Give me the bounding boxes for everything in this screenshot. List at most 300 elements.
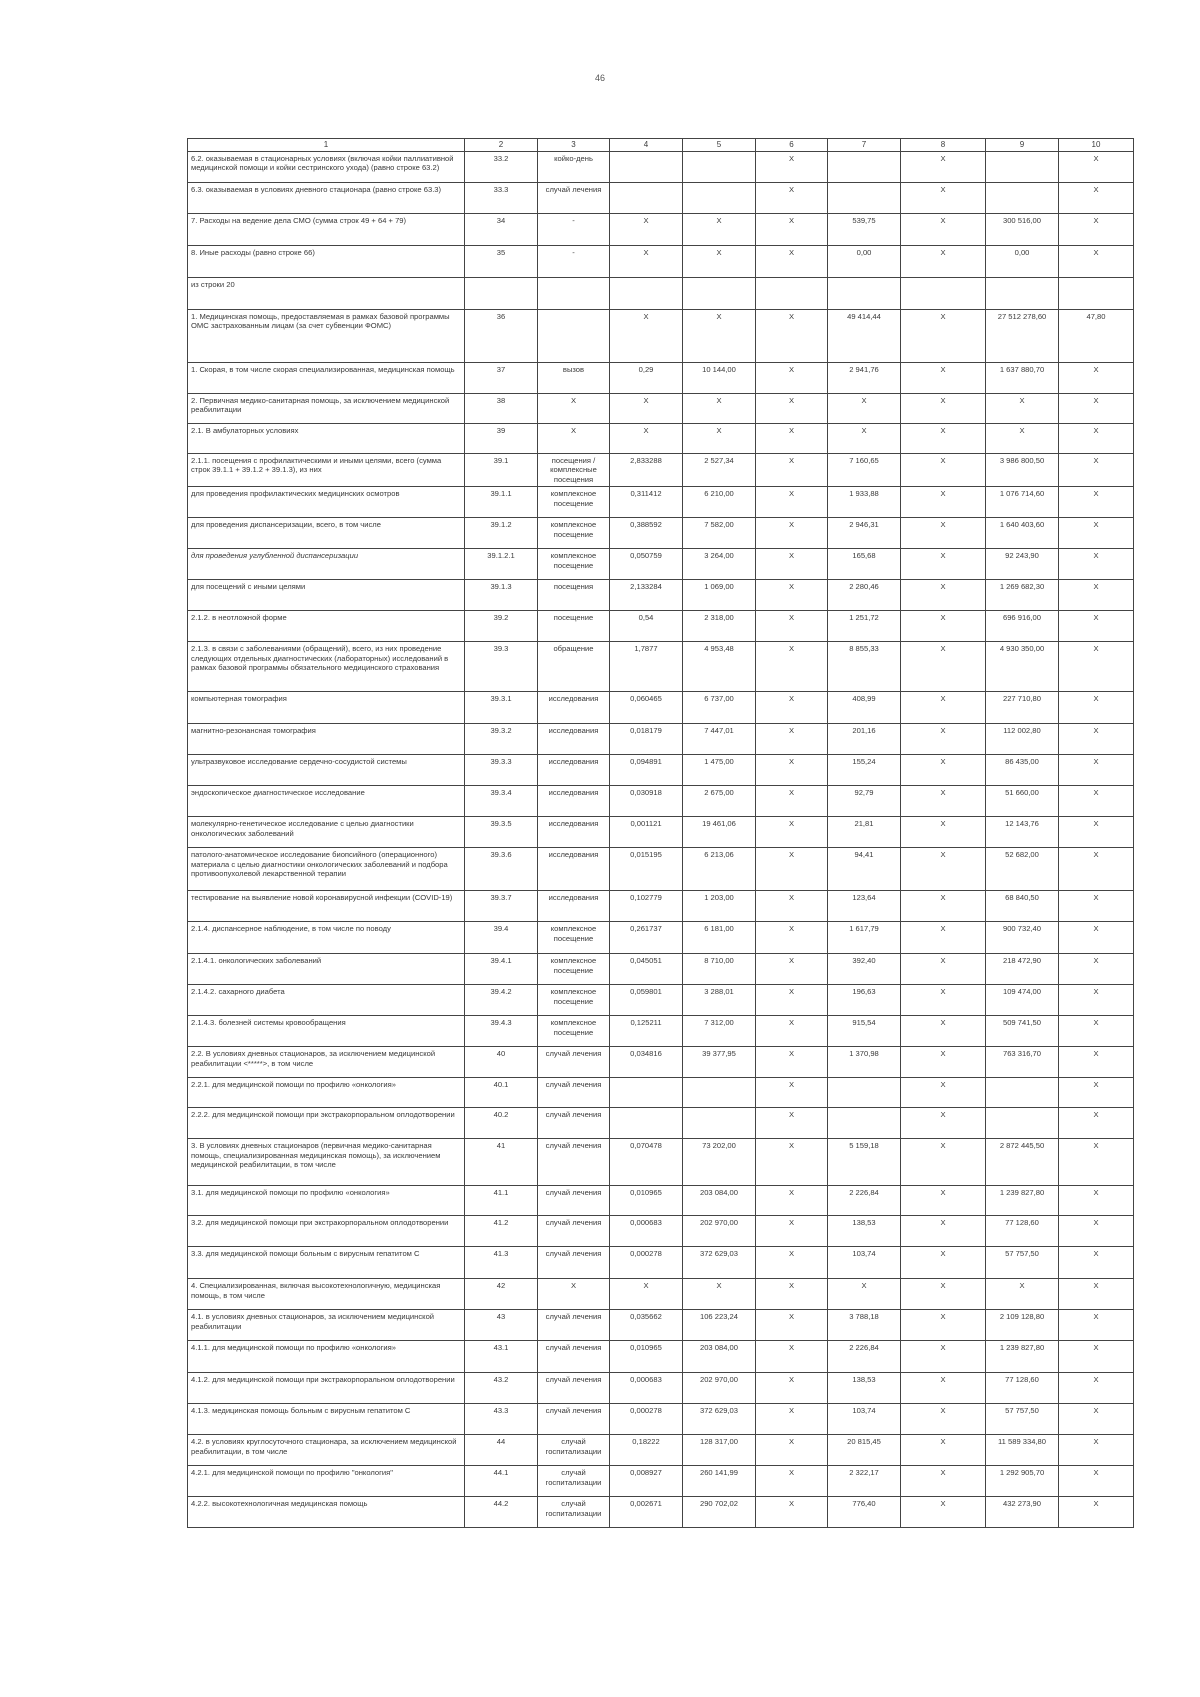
value-cell: 408,99 (828, 692, 901, 724)
row-code-cell: 44.1 (465, 1466, 538, 1497)
row-code-cell: 39.1.2.1 (465, 549, 538, 580)
row-code-cell: 39.1.3 (465, 580, 538, 611)
value-cell: Х (756, 692, 828, 724)
value-cell: 77 128,60 (986, 1373, 1059, 1404)
page-number: 46 (594, 73, 605, 83)
value-cell: Х (1059, 1435, 1134, 1466)
table-body (188, 152, 1134, 1528)
value-cell: Х (901, 394, 986, 424)
value-cell (828, 1108, 901, 1139)
value-cell: Х (610, 246, 683, 278)
value-cell: Х (756, 817, 828, 848)
table-row (188, 1279, 1134, 1310)
row-name-cell: патолого-анатомическое исследование биопсийного (операционного) материала с целью диагностики онкологических заболеваний и подбора противоопухолевой лекарственной терапии (188, 848, 465, 891)
value-cell: 1,7877 (610, 642, 683, 692)
column-header: 2 (465, 139, 538, 152)
table-row (188, 152, 1134, 183)
row-code-cell: 41.2 (465, 1216, 538, 1247)
value-cell: 2 527,34 (683, 454, 756, 487)
value-cell: Х (756, 183, 828, 214)
value-cell: Х (901, 310, 986, 363)
table-row (188, 642, 1134, 692)
value-cell: 2,133284 (610, 580, 683, 611)
value-cell: Х (901, 1435, 986, 1466)
value-cell: Х (756, 1466, 828, 1497)
value-cell: 6 213,06 (683, 848, 756, 891)
value-cell (610, 278, 683, 310)
value-cell: Х (901, 1186, 986, 1216)
value-cell: 202 970,00 (683, 1216, 756, 1247)
value-cell: Х (756, 246, 828, 278)
row-code-cell: 39.3.7 (465, 891, 538, 922)
unit-cell: исследования (538, 817, 610, 848)
row-name-cell: 4.2.1. для медицинской помощи по профилю "онкология" (188, 1466, 465, 1497)
unit-cell (538, 310, 610, 363)
value-cell: Х (756, 394, 828, 424)
row-name-cell: для проведения углубленной диспансеризации (188, 549, 465, 580)
row-name-cell: 7. Расходы на ведение дела СМО (сумма строк 49 + 64 + 79) (188, 214, 465, 246)
unit-cell: случай лечения (538, 1310, 610, 1341)
unit-cell: Х (538, 394, 610, 424)
value-cell: 0,034816 (610, 1047, 683, 1078)
table-row (188, 724, 1134, 755)
row-name-cell: молекулярно-генетическое исследование с целью диагностики онкологических заболеваний (188, 817, 465, 848)
unit-cell: исследования (538, 755, 610, 786)
value-cell: 0,388592 (610, 518, 683, 549)
value-cell: 52 682,00 (986, 848, 1059, 891)
value-cell: Х (1059, 1341, 1134, 1373)
table-row (188, 1466, 1134, 1497)
value-cell: 94,41 (828, 848, 901, 891)
table-row (188, 1047, 1134, 1078)
row-name-cell: 2.1.2. в неотложной форме (188, 611, 465, 642)
value-cell: 0,102779 (610, 891, 683, 922)
value-cell: Х (683, 394, 756, 424)
value-cell: Х (1059, 487, 1134, 518)
value-cell: Х (1059, 1466, 1134, 1497)
value-cell: 0,000683 (610, 1216, 683, 1247)
value-cell: Х (756, 1108, 828, 1139)
row-name-cell: 1. Медицинская помощь, предоставляемая в рамках базовой программы ОМС застрахованным лицам (за счет субвенции ФОМС) (188, 310, 465, 363)
value-cell: Х (756, 1435, 828, 1466)
value-cell: 92,79 (828, 786, 901, 817)
value-cell: 0,035662 (610, 1310, 683, 1341)
value-cell: Х (1059, 1247, 1134, 1279)
value-cell: Х (756, 985, 828, 1016)
row-code-cell: 39.2 (465, 611, 538, 642)
value-cell: 49 414,44 (828, 310, 901, 363)
value-cell: Х (756, 755, 828, 786)
value-cell: 0,015195 (610, 848, 683, 891)
value-cell: 0,008927 (610, 1466, 683, 1497)
unit-cell: посещение (538, 611, 610, 642)
value-cell: Х (901, 922, 986, 954)
value-cell: Х (901, 1108, 986, 1139)
value-cell: 3 288,01 (683, 985, 756, 1016)
row-code-cell: 39.3.6 (465, 848, 538, 891)
row-name-cell: эндоскопическое диагностическое исследование (188, 786, 465, 817)
value-cell: Х (1059, 954, 1134, 985)
value-cell: Х (901, 1466, 986, 1497)
table-row (188, 1341, 1134, 1373)
value-cell: 3 264,00 (683, 549, 756, 580)
unit-cell: случай лечения (538, 1216, 610, 1247)
value-cell: Х (756, 454, 828, 487)
value-cell: 4 930 350,00 (986, 642, 1059, 692)
value-cell: Х (756, 1310, 828, 1341)
value-cell: 0,010965 (610, 1186, 683, 1216)
unit-cell: случай лечения (538, 1078, 610, 1108)
value-cell: Х (1059, 1216, 1134, 1247)
value-cell: 915,54 (828, 1016, 901, 1047)
value-cell: Х (901, 1247, 986, 1279)
table-row (188, 1373, 1134, 1404)
unit-cell: - (538, 246, 610, 278)
row-name-cell: 4. Специализированная, включая высокотехнологичную, медицинская помощь, в том числе (188, 1279, 465, 1310)
value-cell: 0,54 (610, 611, 683, 642)
row-name-cell: 2.1.4.1. онкологических заболеваний (188, 954, 465, 985)
value-cell: 0,018179 (610, 724, 683, 755)
unit-cell: обращение (538, 642, 610, 692)
value-cell: Х (901, 454, 986, 487)
value-cell: 106 223,24 (683, 1310, 756, 1341)
value-cell: 509 741,50 (986, 1016, 1059, 1047)
row-code-cell: 33.3 (465, 183, 538, 214)
value-cell: 11 589 334,80 (986, 1435, 1059, 1466)
table-row (188, 580, 1134, 611)
column-header: 5 (683, 139, 756, 152)
value-cell: Х (756, 642, 828, 692)
value-cell: 5 159,18 (828, 1139, 901, 1186)
row-name-cell: 6.3. оказываемая в условиях дневного стационара (равно строке 63.3) (188, 183, 465, 214)
value-cell: Х (756, 891, 828, 922)
value-cell (828, 152, 901, 183)
row-code-cell: 39.3.5 (465, 817, 538, 848)
row-name-cell: 3.1. для медицинской помощи по профилю «онкология» (188, 1186, 465, 1216)
value-cell: Х (901, 1497, 986, 1528)
value-cell: Х (1059, 1404, 1134, 1435)
value-cell: 68 840,50 (986, 891, 1059, 922)
value-cell: Х (901, 817, 986, 848)
value-cell: Х (901, 786, 986, 817)
unit-cell: комплексное посещение (538, 985, 610, 1016)
column-header: 1 (188, 139, 465, 152)
unit-cell: исследования (538, 692, 610, 724)
value-cell (986, 152, 1059, 183)
value-cell: Х (683, 246, 756, 278)
table-row (188, 487, 1134, 518)
row-name-cell: 4.1.2. для медицинской помощи при экстракорпоральном оплодотворении (188, 1373, 465, 1404)
value-cell: Х (756, 1139, 828, 1186)
value-cell: 1 370,98 (828, 1047, 901, 1078)
value-cell (610, 1078, 683, 1108)
row-code-cell: 39.4 (465, 922, 538, 954)
value-cell (986, 183, 1059, 214)
value-cell: Х (901, 580, 986, 611)
value-cell: Х (1059, 1279, 1134, 1310)
unit-cell: комплексное посещение (538, 1016, 610, 1047)
value-cell: Х (610, 424, 683, 454)
value-cell (828, 1078, 901, 1108)
value-cell: Х (1059, 786, 1134, 817)
value-cell: 73 202,00 (683, 1139, 756, 1186)
row-code-cell: 39 (465, 424, 538, 454)
value-cell: 51 660,00 (986, 786, 1059, 817)
table-row (188, 246, 1134, 278)
unit-cell: комплексное посещение (538, 487, 610, 518)
unit-cell: случай лечения (538, 1139, 610, 1186)
row-name-cell: 2.2.1. для медицинской помощи по профилю «онкология» (188, 1078, 465, 1108)
value-cell: 7 447,01 (683, 724, 756, 755)
table-row (188, 363, 1134, 394)
value-cell: 10 144,00 (683, 363, 756, 394)
value-cell: 155,24 (828, 755, 901, 786)
table-row (188, 1186, 1134, 1216)
unit-cell: случай лечения (538, 1108, 610, 1139)
value-cell: 165,68 (828, 549, 901, 580)
value-cell: Х (1059, 891, 1134, 922)
row-code-cell: 37 (465, 363, 538, 394)
value-cell (683, 152, 756, 183)
value-cell: 138,53 (828, 1216, 901, 1247)
value-cell: 539,75 (828, 214, 901, 246)
unit-cell (538, 278, 610, 310)
table-row (188, 1310, 1134, 1341)
value-cell (986, 1078, 1059, 1108)
value-cell: 196,63 (828, 985, 901, 1016)
row-name-cell: для проведения диспансеризации, всего, в том числе (188, 518, 465, 549)
value-cell: 203 084,00 (683, 1186, 756, 1216)
value-cell: Х (901, 363, 986, 394)
value-cell: 0,059801 (610, 985, 683, 1016)
column-header: 8 (901, 139, 986, 152)
value-cell: Х (756, 848, 828, 891)
value-cell: Х (756, 1404, 828, 1435)
value-cell: Х (1059, 580, 1134, 611)
row-name-cell: 8. Иные расходы (равно строке 66) (188, 246, 465, 278)
table-row (188, 848, 1134, 891)
value-cell: 128 317,00 (683, 1435, 756, 1466)
table-row (188, 518, 1134, 549)
value-cell: Х (756, 1247, 828, 1279)
value-cell: Х (756, 1047, 828, 1078)
value-cell: Х (828, 1279, 901, 1310)
table-row (188, 1497, 1134, 1528)
value-cell: Х (901, 848, 986, 891)
row-code-cell: 33.2 (465, 152, 538, 183)
value-cell: 0,261737 (610, 922, 683, 954)
unit-cell: комплексное посещение (538, 954, 610, 985)
value-cell: 3 986 800,50 (986, 454, 1059, 487)
row-code-cell: 43.1 (465, 1341, 538, 1373)
value-cell: 300 516,00 (986, 214, 1059, 246)
value-cell: 0,311412 (610, 487, 683, 518)
table-row (188, 454, 1134, 487)
row-code-cell: 34 (465, 214, 538, 246)
value-cell (683, 1108, 756, 1139)
value-cell: Х (901, 1216, 986, 1247)
value-cell: Х (901, 487, 986, 518)
value-cell: Х (901, 755, 986, 786)
value-cell: 103,74 (828, 1404, 901, 1435)
value-cell: 372 629,03 (683, 1404, 756, 1435)
row-code-cell: 41 (465, 1139, 538, 1186)
row-code-cell: 39.3 (465, 642, 538, 692)
row-code-cell: 38 (465, 394, 538, 424)
row-code-cell: 35 (465, 246, 538, 278)
value-cell: Х (756, 724, 828, 755)
row-code-cell: 36 (465, 310, 538, 363)
value-cell: Х (610, 1279, 683, 1310)
unit-cell: комплексное посещение (538, 549, 610, 580)
value-cell: Х (901, 1341, 986, 1373)
value-cell: Х (901, 183, 986, 214)
table-row (188, 1435, 1134, 1466)
value-cell: Х (756, 611, 828, 642)
value-cell: 0,125211 (610, 1016, 683, 1047)
value-cell: 8 855,33 (828, 642, 901, 692)
table-row (188, 1139, 1134, 1186)
row-code-cell: 39.4.2 (465, 985, 538, 1016)
value-cell: Х (756, 363, 828, 394)
value-cell: 77 128,60 (986, 1216, 1059, 1247)
value-cell: Х (1059, 1186, 1134, 1216)
value-cell: Х (901, 549, 986, 580)
value-cell: 6 181,00 (683, 922, 756, 954)
value-cell: Х (756, 549, 828, 580)
value-cell: Х (901, 642, 986, 692)
value-cell: 1 076 714,60 (986, 487, 1059, 518)
value-cell: Х (1059, 922, 1134, 954)
table-row (188, 424, 1134, 454)
row-code-cell: 39.4.1 (465, 954, 538, 985)
value-cell: Х (756, 214, 828, 246)
value-cell: Х (1059, 518, 1134, 549)
value-cell: Х (1059, 1108, 1134, 1139)
value-cell: Х (756, 1373, 828, 1404)
value-cell: Х (986, 394, 1059, 424)
value-cell: 0,010965 (610, 1341, 683, 1373)
value-cell: Х (610, 394, 683, 424)
value-cell: Х (1059, 817, 1134, 848)
value-cell: 1 269 682,30 (986, 580, 1059, 611)
table-row (188, 394, 1134, 424)
value-cell: 1 617,79 (828, 922, 901, 954)
unit-cell: случай госпитализации (538, 1466, 610, 1497)
value-cell: Х (901, 424, 986, 454)
value-cell: 0,00 (828, 246, 901, 278)
value-cell: Х (901, 1310, 986, 1341)
table-row (188, 183, 1134, 214)
value-cell: Х (828, 394, 901, 424)
row-name-cell: компьютерная томография (188, 692, 465, 724)
value-cell: 1 640 403,60 (986, 518, 1059, 549)
value-cell: 227 710,80 (986, 692, 1059, 724)
value-cell: Х (1059, 549, 1134, 580)
row-name-cell: магнитно-резонансная томография (188, 724, 465, 755)
value-cell: Х (1059, 152, 1134, 183)
row-name-cell: 3.3. для медицинской помощи больным с вирусным гепатитом С (188, 1247, 465, 1279)
value-cell: 0,000278 (610, 1247, 683, 1279)
value-cell: 1 475,00 (683, 755, 756, 786)
value-cell: Х (901, 1047, 986, 1078)
column-header: 10 (1059, 139, 1134, 152)
table-row (188, 1108, 1134, 1139)
unit-cell: Х (538, 424, 610, 454)
value-cell: Х (1059, 424, 1134, 454)
value-cell (683, 1078, 756, 1108)
value-cell: 201,16 (828, 724, 901, 755)
row-name-cell: 4.1.1. для медицинской помощи по профилю «онкология» (188, 1341, 465, 1373)
row-name-cell: для посещений с иными целями (188, 580, 465, 611)
row-name-cell: 2.2. В условиях дневных стационаров, за исключением медицинской реабилитации <*****>, в том числе (188, 1047, 465, 1078)
unit-cell: случай лечения (538, 1047, 610, 1078)
row-name-cell: 3. В условиях дневных стационаров (первичная медико-санитарная помощь, специализированная медицинская помощь), за исключением медицинской реабилитации, в том числе (188, 1139, 465, 1186)
value-cell: Х (756, 954, 828, 985)
value-cell: 12 143,76 (986, 817, 1059, 848)
value-cell: 260 141,99 (683, 1466, 756, 1497)
value-cell (828, 278, 901, 310)
value-cell: Х (756, 580, 828, 611)
value-cell: 432 273,90 (986, 1497, 1059, 1528)
value-cell: Х (1059, 985, 1134, 1016)
value-cell: 0,002671 (610, 1497, 683, 1528)
value-cell: 20 815,45 (828, 1435, 901, 1466)
value-cell: 776,40 (828, 1497, 901, 1528)
value-cell: 1 933,88 (828, 487, 901, 518)
value-cell: Х (756, 1341, 828, 1373)
value-cell: Х (1059, 1373, 1134, 1404)
value-cell: 0,000278 (610, 1404, 683, 1435)
value-cell: 7 582,00 (683, 518, 756, 549)
medical-care-cost-table (187, 138, 1134, 1528)
value-cell: Х (901, 1078, 986, 1108)
value-cell: Х (1059, 454, 1134, 487)
value-cell: Х (901, 692, 986, 724)
value-cell: Х (756, 424, 828, 454)
value-cell: 2,833288 (610, 454, 683, 487)
row-code-cell: 39.3.2 (465, 724, 538, 755)
unit-cell: исследования (538, 724, 610, 755)
row-code-cell: 39.3.3 (465, 755, 538, 786)
value-cell: 0,050759 (610, 549, 683, 580)
table-row (188, 817, 1134, 848)
value-cell: 0,094891 (610, 755, 683, 786)
table-row (188, 1016, 1134, 1047)
row-code-cell: 39.3.1 (465, 692, 538, 724)
value-cell: Х (1059, 642, 1134, 692)
value-cell: 19 461,06 (683, 817, 756, 848)
value-cell (610, 183, 683, 214)
row-code-cell: 43 (465, 1310, 538, 1341)
value-cell: 0,060465 (610, 692, 683, 724)
value-cell: 0,00 (986, 246, 1059, 278)
value-cell: Х (756, 1497, 828, 1528)
value-cell: 112 002,80 (986, 724, 1059, 755)
value-cell (756, 278, 828, 310)
row-name-cell: 2.1.4.2. сахарного диабета (188, 985, 465, 1016)
value-cell: Х (756, 1016, 828, 1047)
value-cell: Х (1059, 1497, 1134, 1528)
row-code-cell: 39.4.3 (465, 1016, 538, 1047)
value-cell (610, 1108, 683, 1139)
table-row (188, 278, 1134, 310)
value-cell: 7 160,65 (828, 454, 901, 487)
value-cell: 0,001121 (610, 817, 683, 848)
value-cell: 2 322,17 (828, 1466, 901, 1497)
row-code-cell: 40.2 (465, 1108, 538, 1139)
value-cell: 27 512 278,60 (986, 310, 1059, 363)
